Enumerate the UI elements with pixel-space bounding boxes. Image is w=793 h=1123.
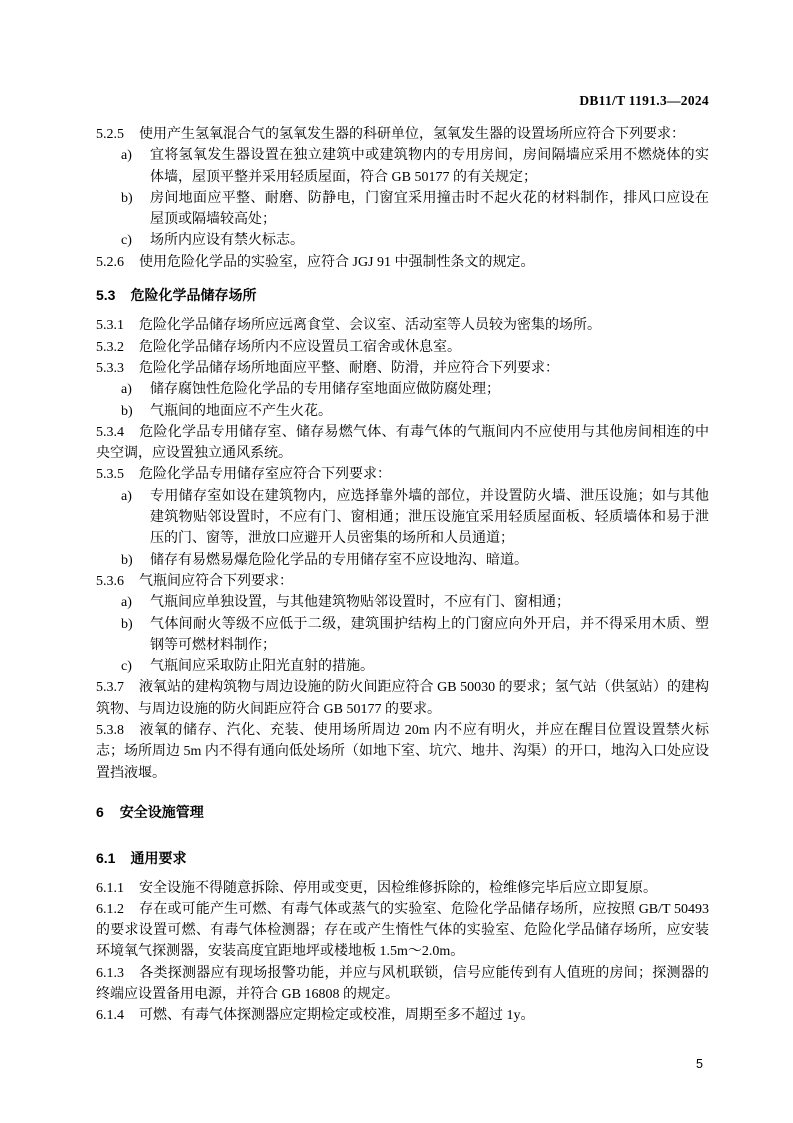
doc-number: DB11/T 1191.3—2024 xyxy=(579,93,709,108)
list-item xyxy=(96,379,709,400)
clause-text: 各类探测器应有现场报警功能，并应与风机联锁，信号应能传到有人值班的房间；探测器的终端应设置备用电源，并符合 GB 16808 的规定。 xyxy=(96,965,709,1002)
list-item xyxy=(96,592,709,613)
heading-text: 安全设施管理 xyxy=(119,803,204,820)
clause xyxy=(96,337,709,358)
heading-text: 危险化学品储存场所 xyxy=(130,287,257,304)
clause-text: 危险化学品储存场所内不应设置员工宿舍或休息室。 xyxy=(139,339,461,355)
list-item xyxy=(96,188,709,231)
section-heading xyxy=(96,848,709,869)
clause xyxy=(96,464,709,485)
clause-number: 5.3.8 xyxy=(96,723,124,739)
clause-number: 6.1.2 xyxy=(96,901,124,917)
clause-text: 气瓶间应采取防止阳光直射的措施。 xyxy=(150,659,374,675)
list-item xyxy=(96,230,709,251)
clause-text: 专用储存室如设在建筑物内，应选择靠外墙的部位，并设置防火墙、泄压设施；如与其他建筑物贴邻设置时，不应有门、窗相通；泄压设施宜采用轻质屋面板、轻质墙体和易于泄压的门、窗等，泄放口应避开人员密集的场所和人员通道； xyxy=(150,488,709,547)
item-letter: b) xyxy=(121,616,133,632)
clause-text: 危险化学品储存场所应远离食堂、会议室、活动室等人员较为密集的场所。 xyxy=(139,318,601,334)
clause-number: 5.3.4 xyxy=(96,424,124,440)
clause xyxy=(96,899,709,963)
clause-number: 5.3.5 xyxy=(96,467,124,483)
clause-text: 可燃、有毒气体探测器应定期检定或校准，周期至多不超过 1y。 xyxy=(139,1008,535,1024)
chapter-heading xyxy=(96,802,709,823)
clause-text: 使用产生氢氧混合气的氢氧发生器的科研单位，氢氧发生器的设置场所应符合下列要求： xyxy=(139,127,685,142)
clause-number: 6.1.4 xyxy=(96,1008,124,1024)
clause-text: 液氧的储存、汽化、充装、使用场所周边 20m 内不应有明火，并应在醒目位置设置禁火标志；场所周边 5m 内不得有通向低处场所（如地下室、坑穴、地井、沟渠）的开口，地沟入口处应设置挡液堰。 xyxy=(96,723,709,781)
clause-text: 液氧站的建构筑物与周边设施的防火间距应符合 GB 50030 的要求；氢气站（供氢站）的建构筑物、与周边设施的防火间距应符合 GB 50177 的要求。 xyxy=(96,680,709,717)
clause-text: 存在或可能产生可燃、有毒气体或蒸气的实验室、危险化学品储存场所，应按照 GB/T 50493 的要求设置可燃、有毒气体检测器；存在或产生惰性气体的实验室、危险化学品储存场所，应安装环境氧气探测器，安装高度宜距地坪或楼地板 1.5m～2.0m。 xyxy=(96,901,709,960)
list-item xyxy=(96,401,709,422)
heading-text: 通用要求 xyxy=(130,850,187,867)
document-header xyxy=(96,93,709,109)
clause-text: 宜将氢氧发生器设置在独立建筑中或建筑物内的专用房间，房间隔墙应采用不燃烧体的实体墙，屋顶平整并采用轻质屋面，符合 GB 50177 的有关规定； xyxy=(150,148,709,185)
item-letter: a) xyxy=(121,488,132,504)
clause xyxy=(96,252,709,273)
clause-text: 使用危险化学品的实验室，应符合 JGJ 91 中强制性条文的规定。 xyxy=(139,254,535,270)
clause-text: 气体间耐火等级不应低于二级，建筑围护结构上的门窗应向外开启，并不得采用木质、塑钢等可燃材料制作； xyxy=(150,616,709,653)
clause-text: 安全设施不得随意拆除、停用或变更，因检维修拆除的，检维修完毕后应立即复原。 xyxy=(139,880,657,896)
clause xyxy=(96,1005,709,1026)
clause xyxy=(96,422,709,465)
list-item xyxy=(96,550,709,571)
clause-number: 5.3.3 xyxy=(96,360,124,376)
clause xyxy=(96,677,709,720)
clause-text: 气瓶间的地面应不产生火花。 xyxy=(150,403,332,419)
clause-number: 5.3.1 xyxy=(96,318,124,334)
clause-text: 危险化学品专用储存室应符合下列要求： xyxy=(139,467,391,483)
clause-number: 5.3.6 xyxy=(96,573,124,589)
clause-number: 6.1 xyxy=(96,850,116,867)
clause xyxy=(96,878,709,899)
clause-number: 5.3.7 xyxy=(96,680,124,696)
clause-text: 危险化学品储存场所地面应平整、耐磨、防滑，并应符合下列要求： xyxy=(139,360,559,376)
clause xyxy=(96,124,709,145)
list-item xyxy=(96,614,709,657)
clause-number: 5.2.6 xyxy=(96,254,124,270)
clause-text: 场所内应设有禁火标志。 xyxy=(150,233,304,249)
item-letter: a) xyxy=(121,382,132,398)
clause-text: 气瓶间应符合下列要求： xyxy=(139,573,293,589)
clause xyxy=(96,315,709,336)
item-letter: b) xyxy=(121,552,133,568)
document-body xyxy=(96,124,709,1027)
clause xyxy=(96,720,709,784)
clause xyxy=(96,963,709,1006)
clause xyxy=(96,358,709,379)
clause-text: 房间地面应平整、耐磨、防静电，门窗宜采用撞击时不起火花的材料制作，排风口应设在屋顶或隔墙较高处； xyxy=(150,190,709,228)
clause xyxy=(96,571,709,592)
clause-number: 5.3.2 xyxy=(96,339,124,355)
list-item xyxy=(96,656,709,677)
clause-number: 5.3 xyxy=(96,287,116,304)
item-letter: c) xyxy=(121,659,132,675)
section-heading xyxy=(96,285,709,306)
list-item xyxy=(96,486,709,550)
clause-number: 5.2.5 xyxy=(96,127,124,142)
clause-text: 气瓶间应单独设置，与其他建筑物贴邻设置时，不应有门、窗相通； xyxy=(150,595,570,611)
item-letter: b) xyxy=(121,403,133,419)
item-letter: c) xyxy=(121,233,132,249)
clause-number: 6.1.3 xyxy=(96,965,124,981)
clause-text: 储存有易燃易爆危险化学品的专用储存室不应设地沟、暗道。 xyxy=(150,552,528,568)
item-letter: b) xyxy=(121,190,133,206)
clause-number: 6.1.1 xyxy=(96,880,124,896)
clause-number: 6 xyxy=(96,803,104,820)
item-letter: a) xyxy=(121,148,132,164)
clause-text: 储存腐蚀性危险化学品的专用储存室地面应做防腐处理； xyxy=(150,382,500,398)
list-item xyxy=(96,145,709,188)
document-footer xyxy=(696,1057,703,1071)
clause-text: 危险化学品专用储存室、储存易燃气体、有毒气体的气瓶间内不应使用与其他房间相连的中央空调，应设置独立通风系统。 xyxy=(96,424,709,462)
page-number: 5 xyxy=(696,1057,703,1071)
item-letter: a) xyxy=(121,595,132,611)
